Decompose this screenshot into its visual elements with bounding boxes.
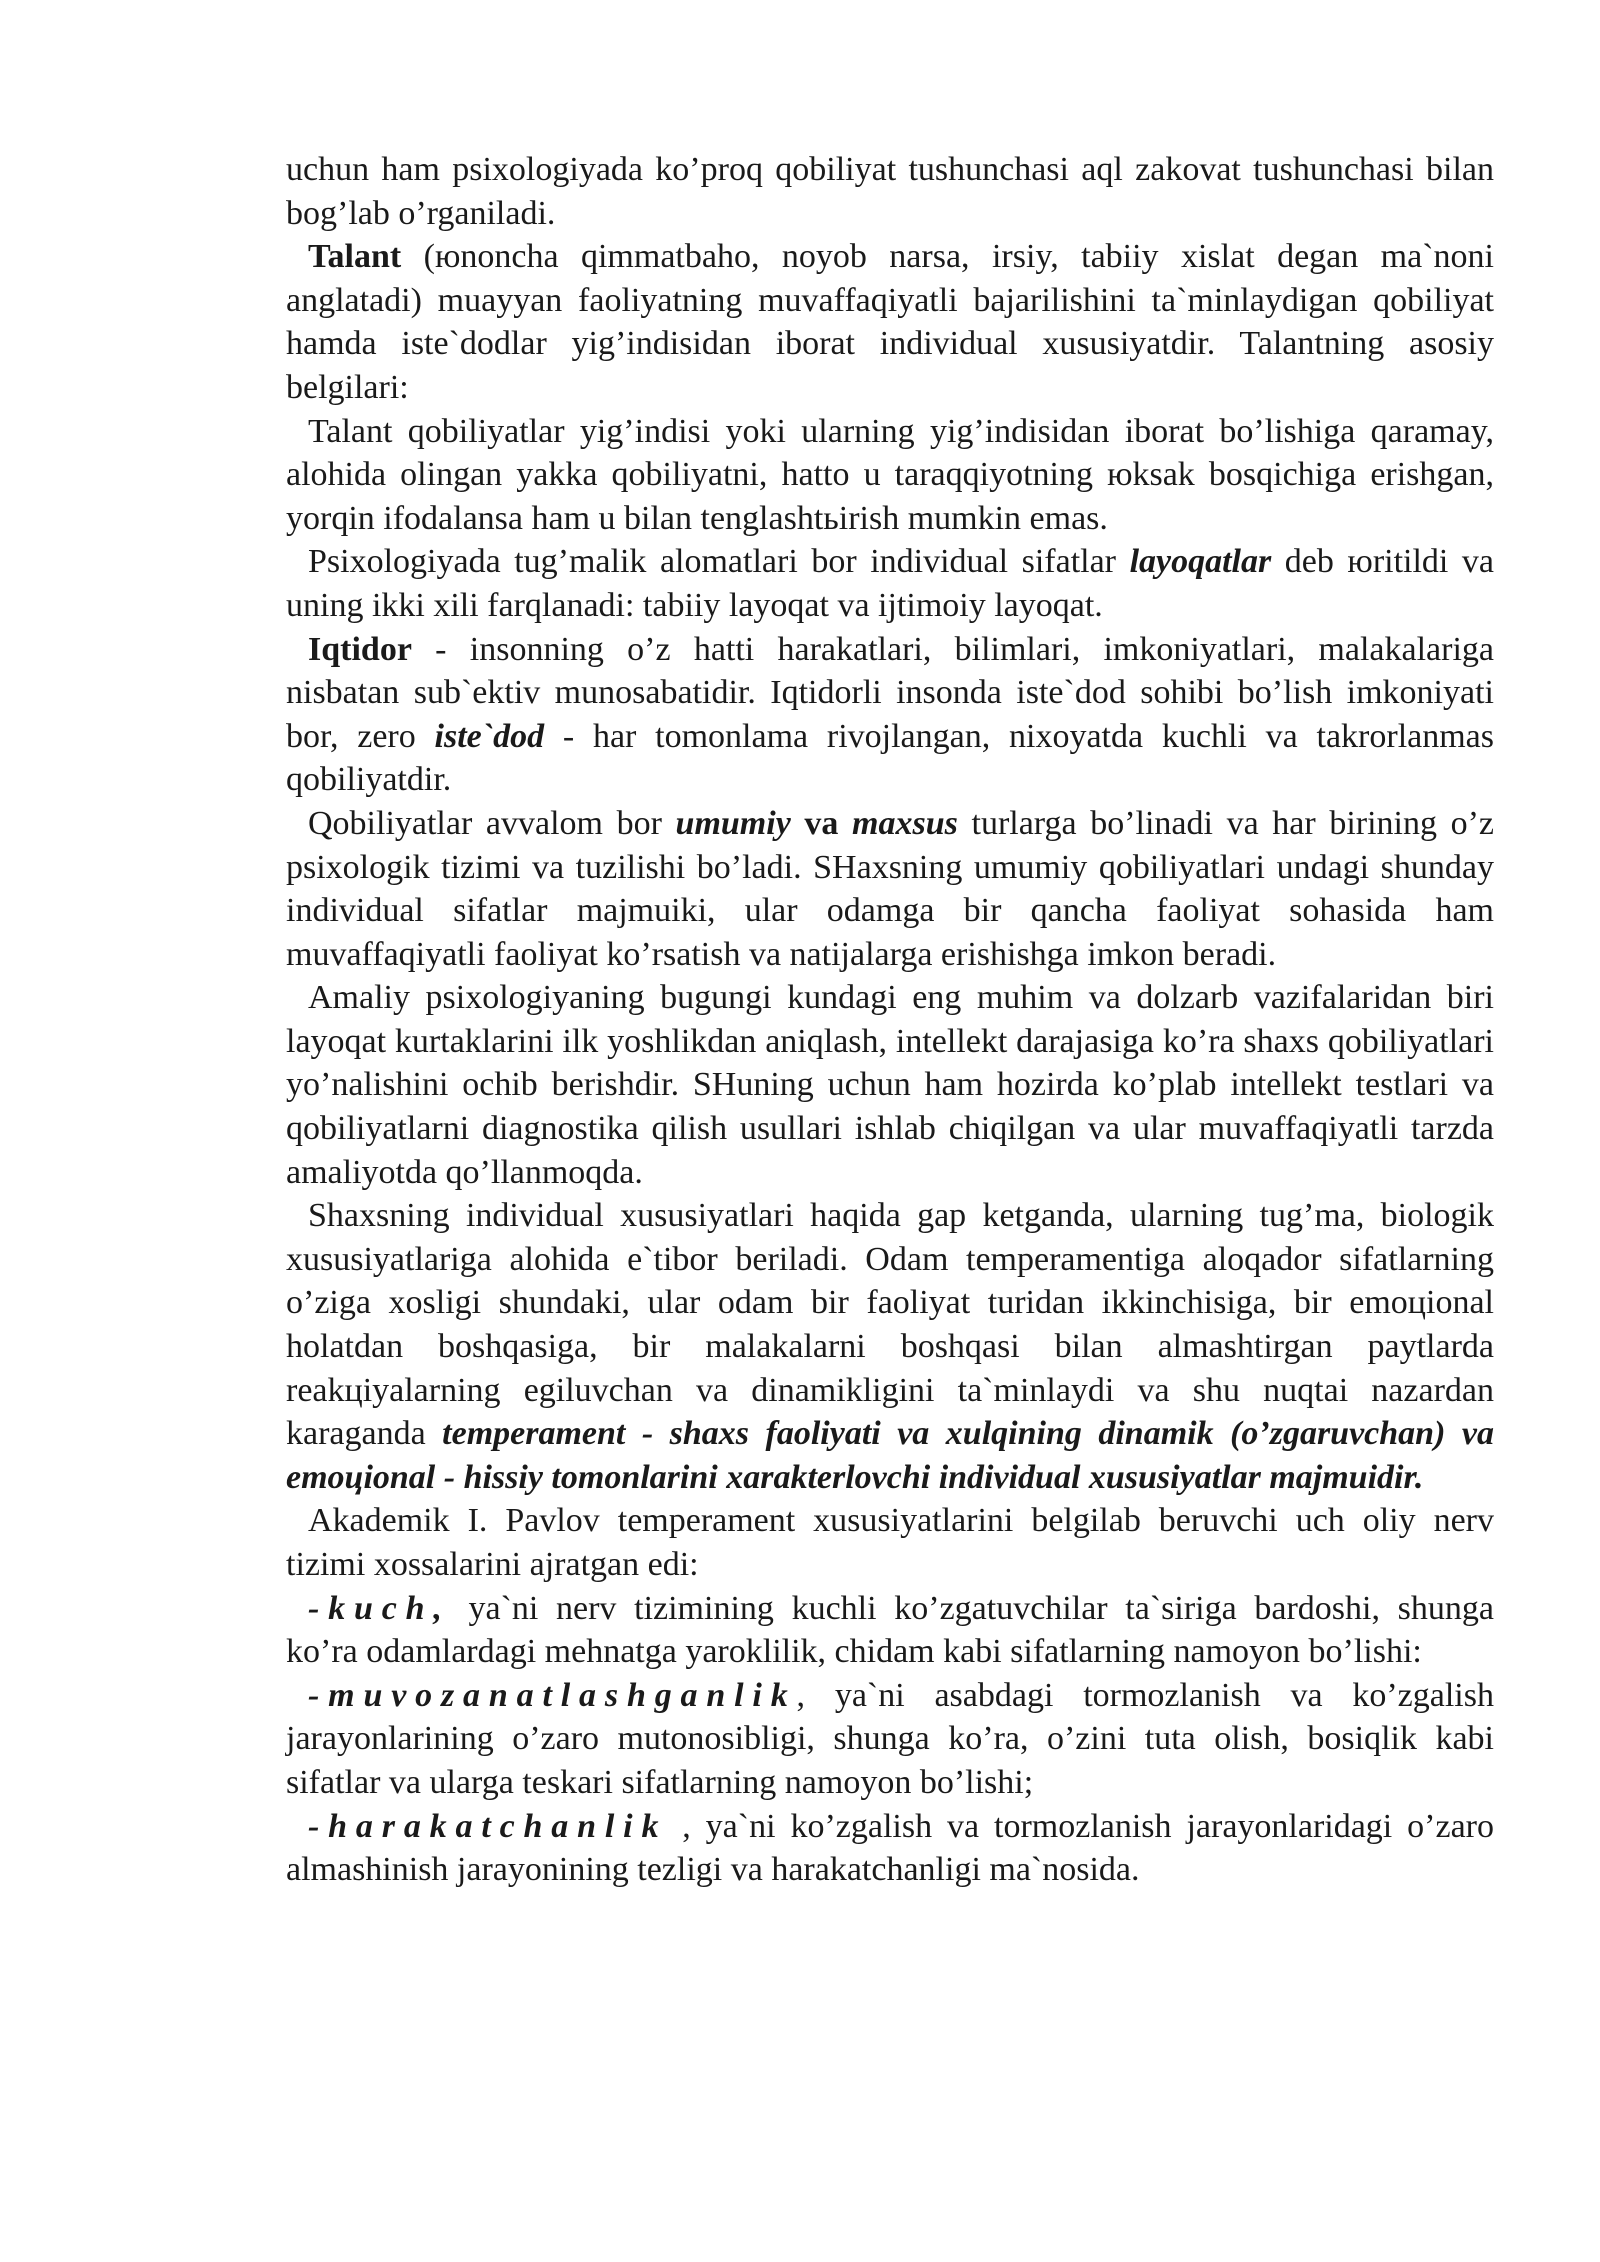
body-text: Akademik I. Pavlov temperament xususiyatlarini belgilab beruvchi uch oliy nerv tizimi xossalarini ajratgan edi: [286,1502,1494,1583]
body-text: Shaxsning individual xususiyatlari haqida gap ketganda, ularning tug’ma, biologik xususiyatlariga alohida e`tibor beriladi. Odam temperamentiga aloqador sifatlarning o’ziga xosligi shundaki, ular odam bir faoliyat turidan ikkinchisiga, bir emoцional holatdan boshqasiga, bir malakalarni boshqasi bilan almashtirgan paytlarda reakцiyalarning egiluvchan va dinamikligini ta`minlaydi va shu nuqtai nazardan karaganda [286,1197,1494,1453]
body-text: (юnoncha qimmatbaho, noyob narsa, irsiy, tabiiy xislat degan ma`noni anglatadi) muayyan faoliyatning muvaffaqiyatli bajarilishini ta`minlaydigan qobiliyat hamda iste`dodlar yig’indisidan iborat individual xususiyatdir. Talantning asosiy belgilari: [286,238,1494,406]
paragraph [286,540,1494,627]
emphasis-text: -harakatchanlik [308,1807,668,1845]
body-text [838,805,852,842]
body-text: deb юritildi va uning ikki xili farqlanadi: tabiiy layoqat va ijtimoiy layoqat. [286,543,1495,624]
body-text: Amaliy psixologiyaning bugungi kundagi eng muhim va dolzarb vazifalaridan biri layoqat kurtaklarini ilk yoshlikdan aniqlash, intellekt darajasiga ko’ra shaxs qobiliyatlari yo’nalishini ochib berishdir. SHuning uchun ham hozirda ko’plab intellekt testlari va qobiliyatlarni diagnostika qilish usullari ishlab chiqilgan va ular muvaffaqiyatli tarzda amaliyotda qo’llanmoqda. [286,979,1494,1191]
paragraph [286,1499,1494,1586]
document-page [286,148,1494,1892]
paragraph [286,410,1494,541]
emphasis-text: -muvozanatlashganlik [308,1676,797,1714]
body-text: - har tomonlama rivojlangan, nixoyatda kuchli va takrorlanmas qobiliyatdir. [286,717,1494,799]
body-text: , ya`ni asabdagi tormozlanish va ko’zgalish jarayonlarining o’zaro mutonosibligi, shunga ko’ra, o’zini tuta olish, bosiqlik kabi sifatlar va ularga teskari sifatlarning namoyon bo’lishi; [286,1676,1494,1801]
paragraph [286,235,1494,409]
emphasis-text: Talant [308,238,402,276]
body-text: uchun ham psixologiyada ko’proq qobiliyat tushunchasi aql zakovat tushunchasi bilan bog’lab o’rganiladi. [286,151,1494,232]
emphasis-text: temperament - shaxs faoliyati va xulqining dinamik (o’zgaruvchan) va emoцional - hissiy tomonlarini xarakterlovchi individual xususiyatlar majmuidir. [286,1415,1494,1496]
body-text: Psixologiyada tug’malik alomatlari bor individual sifatlar [308,543,1130,581]
paragraph [286,1805,1494,1892]
body-text: ya`ni nerv tizimining kuchli ko’zgatuvchilar ta`siriga bardoshi, shunga ko’ra odamlardagi mehnatga yaroklilik, chidam kabi sifatlarning namoyon bo’lishi: [286,1589,1494,1671]
body-text: Qobiliyatlar avvalom bor [308,804,676,842]
emphasis-text: maxsus [852,804,958,842]
emphasis-text: Iqtidor [308,630,412,668]
emphasis-text: -kuch, [308,1589,451,1627]
paragraph [286,148,1494,235]
paragraph [286,628,1494,802]
body-text: - insonning o’z hatti harakatlari, bilimlari, imkoniyatlari, malakalariga nisbatan sub`ektiv munosabatidir. Iqtidorli insonda iste`dod sohibi bo’lish imkoniyati bor, zero [286,630,1494,755]
body-text: Talant qobiliyatlar yig’indisi yoki ularning yig’indisidan iborat bo’lishiga qaramay, alohida olingan yakka qobiliyatni, hatto u taraqqiyotning юksak bosqichiga erishgan, yorqin ifodalansa ham u bilan tenglashtьirish mumkin emas. [286,412,1494,537]
emphasis-text: umumiy [675,804,791,842]
paragraph [286,802,1494,976]
body-text: , ya`ni ko’zgalish va tormozlanish jarayonlaridagi o’zaro almashinish jarayonining tezligi va harakatchanligi ma`nosida. [286,1807,1494,1889]
body-text: turlarga bo’linadi va har birining o’z psixologik tizimi va tuzilishi bo’ladi. SHaxsning umumiy qobiliyatlari undagi shunday individual sifatlar majmuiki, ular odamga bir qancha faoliyat sohasida ham muvaffaqiyatli faoliyat ko’rsatish va natijalarga erishishga imkon beradi. [286,804,1495,973]
emphasis-text: iste`dod [434,717,545,755]
paragraph [286,1194,1494,1499]
paragraph [286,976,1494,1194]
body-text [791,805,805,842]
paragraph [286,1674,1494,1805]
paragraph [286,1587,1494,1674]
emphasis-text: layoqatlar [1129,543,1272,581]
emphasis-text: va [804,804,839,842]
